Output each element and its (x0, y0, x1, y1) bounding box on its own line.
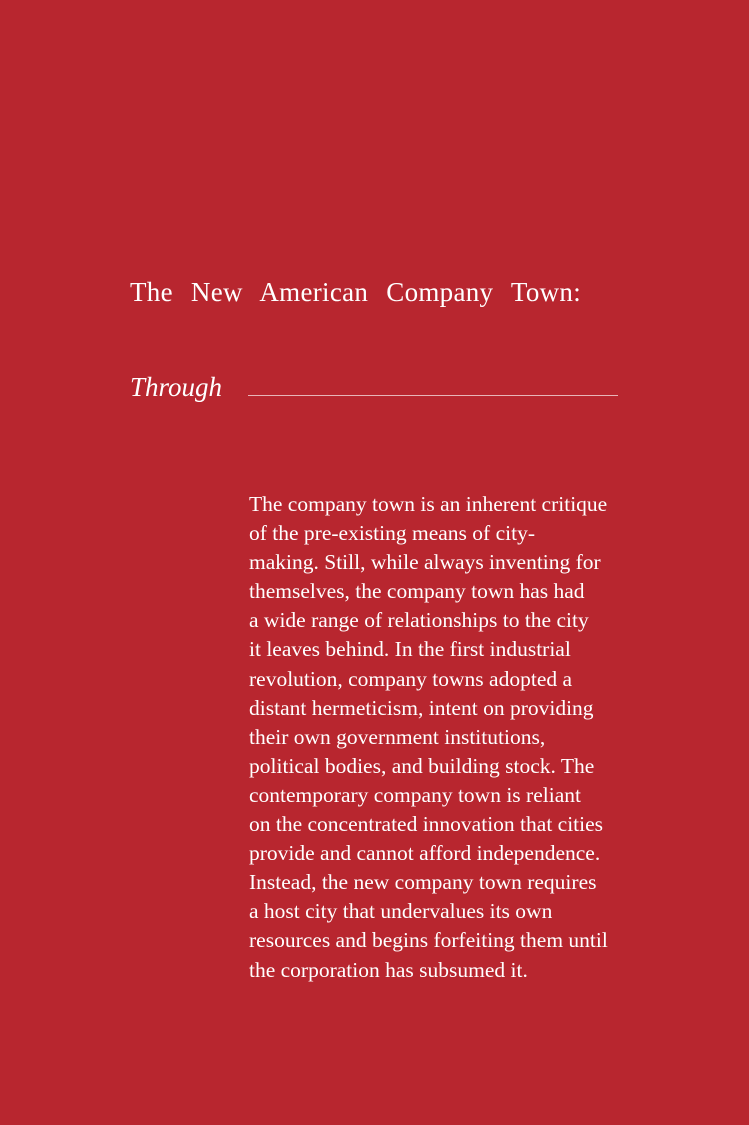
body-line: on the concentrated innovation that cities (249, 812, 604, 837)
body-line: themselves, the company town has had (249, 579, 585, 604)
body-line: The company town is an inherent critique (249, 492, 608, 516)
fill-in-blank-line (248, 395, 618, 396)
body-line: resources and begins forfeiting them until (249, 928, 608, 953)
body-line: provide and cannot afford independence. (249, 841, 601, 866)
body-line: Instead, the new company town requires (249, 870, 597, 895)
body-line: their own government institutions, (249, 724, 546, 749)
subtitle: Through (130, 372, 223, 402)
body-paragraph (249, 490, 719, 985)
body-line: the corporation has subsumed it. (249, 957, 528, 982)
body-line: distant hermeticism, intent on providing (249, 695, 594, 720)
body-line: revolution, company towns adopted a (249, 666, 573, 691)
body-line: contemporary company town is reliant (249, 782, 581, 807)
page-title: The New American Company Town: (130, 277, 582, 307)
body-line: making. Still, while always inventing for (249, 550, 601, 575)
body-line: it leaves behind. In the first industrial (249, 637, 571, 662)
body-line: a host city that undervalues its own (249, 899, 553, 924)
body-line: political bodies, and building stock. The (249, 753, 595, 778)
body-line: a wide range of relationships to the city (249, 608, 589, 633)
subtitle-row (130, 370, 620, 404)
body-line: of the pre-existing means of city- (249, 521, 535, 546)
